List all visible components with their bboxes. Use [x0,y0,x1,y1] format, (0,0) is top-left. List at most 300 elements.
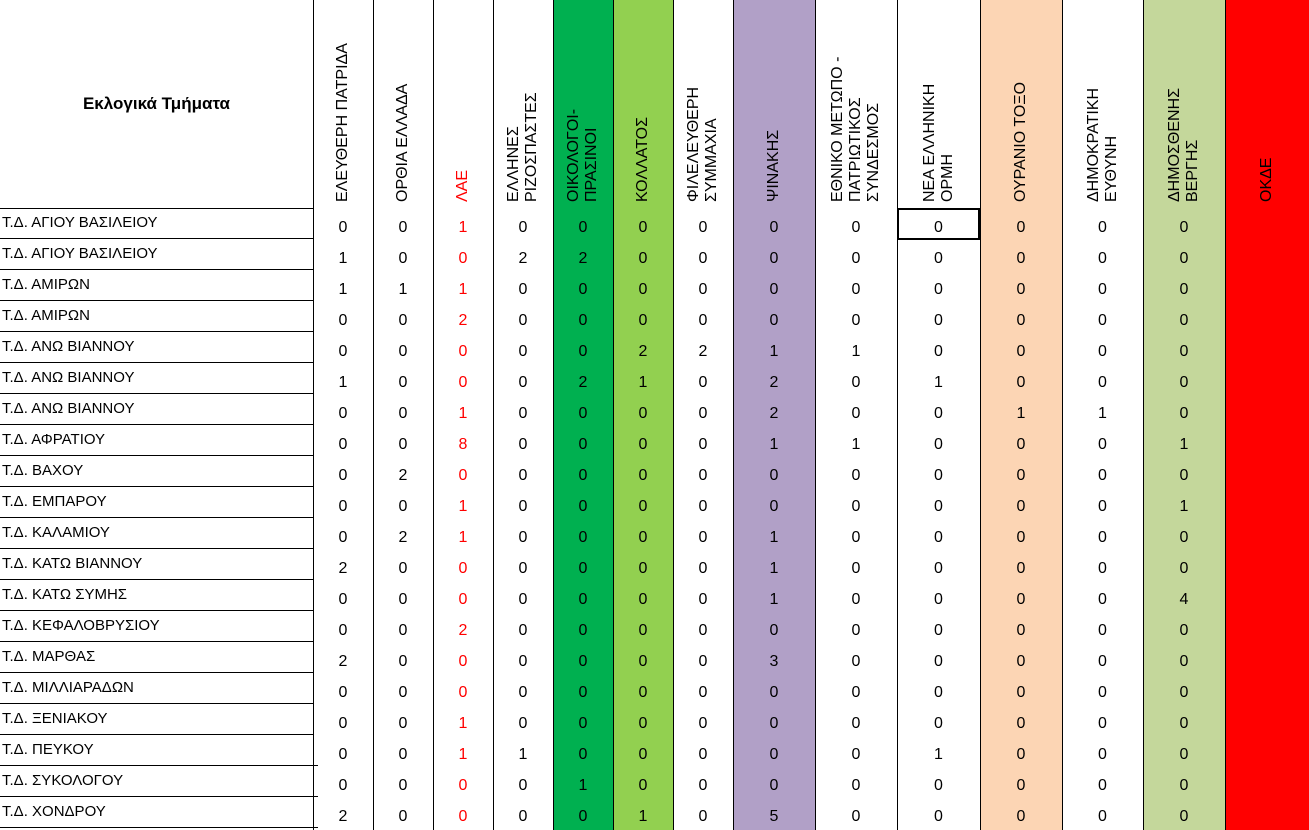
value-cell[interactable]: 0 [638,715,648,732]
value-cell[interactable]: 0 [851,560,861,577]
column-header[interactable] [493,0,553,208]
value-cell[interactable]: 5 [769,808,779,825]
value-cell[interactable]: 0 [769,281,779,298]
value-cell[interactable]: 0 [398,374,408,391]
value-cell[interactable]: 0 [578,498,588,515]
value-cell[interactable]: 0 [851,312,861,329]
value-cell[interactable]: 0 [518,436,528,453]
value-cell[interactable]: 2 [338,653,348,670]
value-cell[interactable]: 0 [518,684,528,701]
value-cell[interactable]: 0 [578,312,588,329]
value-cell[interactable]: 1 [1179,498,1189,515]
value-cell[interactable]: 0 [1098,653,1107,670]
value-cell[interactable]: 0 [338,684,348,701]
value-cell[interactable]: 0 [518,405,528,422]
value-cell[interactable]: 1 [1179,436,1189,453]
value-cell[interactable]: 2 [698,343,708,360]
value-cell[interactable]: 0 [1098,374,1107,391]
value-cell[interactable]: 0 [338,498,348,515]
row-label[interactable]: Τ.Δ. ΞΕΝΙΑΚΟΥ [0,704,313,735]
value-cell[interactable]: 2 [458,622,468,639]
value-cell[interactable]: 0 [1016,808,1026,825]
value-cell[interactable]: 1 [578,777,588,794]
value-cell[interactable]: 0 [1016,343,1026,360]
column-header[interactable] [1225,0,1309,208]
row-label[interactable]: Τ.Δ. ΧΟΝΔΡΟΥ [0,797,318,828]
row-label[interactable]: Τ.Δ. ΒΑΧΟΥ [0,456,313,487]
column-header[interactable] [897,0,980,208]
value-cell[interactable]: 0 [769,746,779,763]
row-label[interactable]: Τ.Δ. ΑΜΙΡΩΝ [0,301,313,332]
value-cell[interactable]: 0 [698,715,708,732]
value-cell[interactable]: 0 [638,219,648,236]
value-cell[interactable]: 0 [1016,684,1026,701]
value-cell[interactable]: 0 [1016,746,1026,763]
value-cell[interactable]: 0 [1098,529,1107,546]
value-cell[interactable]: 0 [934,436,943,453]
value-cell[interactable]: 0 [1262,560,1272,577]
value-cell[interactable]: 0 [1262,808,1272,825]
value-cell[interactable]: 1 [934,374,943,391]
value-cell[interactable]: 0 [398,312,408,329]
value-cell[interactable]: 0 [934,560,943,577]
value-cell[interactable]: 0 [398,591,408,608]
value-cell[interactable]: 0 [338,715,348,732]
column-header[interactable] [815,0,897,208]
value-cell[interactable]: 0 [518,715,528,732]
value-cell[interactable]: 0 [1179,746,1189,763]
value-cell[interactable]: 0 [1262,498,1272,515]
value-cell[interactable]: 0 [1016,467,1026,484]
column-header[interactable] [313,0,373,208]
value-cell[interactable]: 0 [1016,281,1026,298]
value-cell[interactable]: 0 [398,343,408,360]
value-cell[interactable]: 0 [1179,808,1189,825]
value-cell[interactable]: 0 [1262,777,1272,794]
value-cell[interactable]: 0 [1098,219,1107,236]
value-cell[interactable]: 0 [1179,467,1189,484]
value-cell[interactable]: 0 [1179,219,1189,236]
value-cell[interactable]: 0 [934,777,943,794]
value-cell[interactable]: 0 [851,529,861,546]
value-cell[interactable]: 0 [398,808,408,825]
value-cell[interactable]: 0 [934,467,943,484]
value-cell[interactable]: 0 [1016,529,1026,546]
value-cell[interactable]: 0 [1262,405,1272,422]
value-cell[interactable]: 0 [934,498,943,515]
value-cell[interactable]: 0 [638,405,648,422]
value-cell[interactable]: 0 [1179,250,1189,267]
value-cell[interactable]: 0 [1179,715,1189,732]
value-cell[interactable]: 0 [1179,312,1189,329]
value-cell[interactable]: 0 [1016,715,1026,732]
value-cell[interactable]: 0 [1179,622,1189,639]
value-cell[interactable]: 0 [1098,591,1107,608]
value-cell[interactable]: 0 [578,684,588,701]
value-cell[interactable]: 0 [458,467,468,484]
value-cell[interactable]: 0 [458,374,468,391]
value-cell[interactable]: 0 [518,653,528,670]
value-cell[interactable]: 1 [398,281,408,298]
value-cell[interactable]: 0 [698,219,708,236]
value-cell[interactable]: 0 [338,343,348,360]
value-cell[interactable]: 0 [518,529,528,546]
value-cell[interactable]: 0 [638,622,648,639]
value-cell[interactable]: 2 [769,374,779,391]
value-cell[interactable]: 1 [638,808,648,825]
value-cell[interactable]: 0 [338,777,348,794]
value-cell[interactable]: 1 [458,405,468,422]
value-cell[interactable]: 1 [769,436,779,453]
value-cell[interactable]: 0 [769,219,779,236]
value-cell[interactable]: 0 [518,374,528,391]
value-cell[interactable]: 0 [1016,560,1026,577]
value-cell[interactable]: 0 [769,498,779,515]
value-cell[interactable]: 0 [1016,622,1026,639]
value-cell[interactable]: 0 [638,684,648,701]
value-cell[interactable]: 1 [638,374,648,391]
value-cell[interactable]: 0 [851,374,861,391]
row-label[interactable]: Τ.Δ. ΚΕΦΑΛΟΒΡΥΣΙΟΥ [0,611,313,642]
value-cell[interactable]: 0 [1016,436,1026,453]
value-cell[interactable]: 1 [458,281,468,298]
value-cell[interactable]: 0 [698,560,708,577]
value-cell[interactable]: 0 [851,219,861,236]
value-cell[interactable]: 0 [1016,374,1026,391]
value-cell[interactable]: 0 [698,374,708,391]
row-label[interactable]: Τ.Δ. ΑΓΙΟΥ ΒΑΣΙΛΕΙΟΥ [0,208,313,239]
value-cell[interactable]: 0 [1262,343,1272,360]
value-cell[interactable]: 0 [518,498,528,515]
value-cell[interactable]: 0 [1016,591,1026,608]
value-cell[interactable]: 0 [398,436,408,453]
value-cell[interactable]: 0 [851,808,861,825]
value-cell[interactable]: 2 [398,529,408,546]
value-cell[interactable]: 0 [1098,436,1107,453]
value-cell[interactable]: 0 [698,529,708,546]
value-cell[interactable]: 1 [458,715,468,732]
value-cell[interactable]: 2 [338,808,348,825]
value-cell[interactable]: 2 [769,405,779,422]
row-label[interactable]: Τ.Δ. ΣΥΚΟΛΟΓΟΥ [0,766,318,797]
column-header[interactable] [553,0,613,208]
value-cell[interactable]: 0 [851,498,861,515]
value-cell[interactable]: 3 [769,653,779,670]
value-cell[interactable]: 0 [338,405,348,422]
value-cell[interactable]: 8 [458,436,468,453]
row-label[interactable]: Τ.Δ. ΑΝΩ ΒΙΑΝΝΟΥ [0,332,313,363]
value-cell[interactable]: 0 [934,591,943,608]
value-cell[interactable]: 0 [1098,343,1107,360]
value-cell[interactable]: 0 [1098,560,1107,577]
value-cell[interactable]: 0 [398,684,408,701]
column-header[interactable] [733,0,815,208]
value-cell[interactable]: 1 [338,250,348,267]
value-cell[interactable]: 0 [578,746,588,763]
value-cell[interactable]: 0 [698,498,708,515]
value-cell[interactable]: 0 [769,250,779,267]
value-cell[interactable]: 1 [1016,405,1026,422]
value-cell[interactable]: 0 [851,622,861,639]
value-cell[interactable]: 0 [338,312,348,329]
value-cell[interactable]: 0 [851,777,861,794]
value-cell[interactable]: 0 [698,746,708,763]
column-header[interactable] [373,0,433,208]
value-cell[interactable]: 0 [398,498,408,515]
value-cell[interactable]: 0 [1098,622,1107,639]
value-cell[interactable]: 0 [1098,312,1107,329]
value-cell[interactable]: 0 [398,746,408,763]
value-cell[interactable]: 0 [458,591,468,608]
value-cell[interactable]: 0 [1179,281,1189,298]
value-cell[interactable]: 0 [934,405,943,422]
value-cell[interactable]: 0 [934,250,943,267]
value-cell[interactable]: 0 [934,343,943,360]
row-label[interactable]: Τ.Δ. ΑΜΙΡΩΝ [0,270,313,301]
value-cell[interactable]: 1 [769,591,779,608]
value-cell[interactable]: 0 [1098,777,1107,794]
value-cell[interactable]: 0 [458,684,468,701]
value-cell[interactable]: 0 [1098,684,1107,701]
value-cell[interactable]: 0 [1262,281,1272,298]
value-cell[interactable]: 3 [1262,529,1272,546]
value-cell[interactable]: 1 [458,746,468,763]
value-cell[interactable]: 0 [578,560,588,577]
value-cell[interactable]: 0 [398,715,408,732]
value-cell[interactable]: 4 [1179,591,1189,608]
value-cell[interactable]: 0 [1098,808,1107,825]
value-cell[interactable]: 0 [638,653,648,670]
value-cell[interactable]: 0 [1016,312,1026,329]
column-header[interactable] [433,0,493,208]
value-cell[interactable]: 0 [934,312,943,329]
value-cell[interactable]: 1 [458,498,468,515]
column-header[interactable] [1143,0,1225,208]
value-cell[interactable]: 0 [398,250,408,267]
value-cell[interactable]: 2 [458,312,468,329]
value-cell[interactable]: 0 [518,591,528,608]
value-cell[interactable]: 0 [698,622,708,639]
value-cell[interactable]: 0 [578,529,588,546]
value-cell[interactable]: 0 [398,219,408,236]
value-cell[interactable]: 2 [338,560,348,577]
value-cell[interactable]: 0 [638,250,648,267]
value-cell[interactable]: 0 [518,622,528,639]
value-cell[interactable]: 1 [769,529,779,546]
value-cell[interactable]: 1 [851,436,861,453]
value-cell[interactable]: 0 [1098,746,1107,763]
value-cell[interactable]: 0 [698,405,708,422]
value-cell[interactable]: 0 [458,560,468,577]
value-cell[interactable]: 0 [1179,777,1189,794]
value-cell[interactable]: 0 [851,281,861,298]
value-cell[interactable]: 0 [398,405,408,422]
value-cell[interactable]: 1 [934,746,943,763]
value-cell[interactable]: 2 [578,250,588,267]
value-cell[interactable]: 0 [398,653,408,670]
value-cell[interactable]: 0 [698,653,708,670]
value-cell[interactable]: 0 [769,715,779,732]
column-header[interactable] [980,0,1062,208]
value-cell[interactable]: 0 [1179,653,1189,670]
value-cell[interactable]: 0 [398,560,408,577]
value-cell[interactable]: 0 [518,343,528,360]
row-label[interactable]: Τ.Δ. ΑΓΙΟΥ ΒΑΣΙΛΕΙΟΥ [0,239,313,270]
value-cell[interactable]: 0 [338,467,348,484]
value-cell[interactable]: 0 [1179,560,1189,577]
row-label[interactable]: Τ.Δ. ΜΑΡΘΑΣ [0,642,313,673]
value-cell[interactable]: 0 [638,777,648,794]
value-cell[interactable]: 0 [1179,529,1189,546]
value-cell[interactable]: 0 [1098,467,1107,484]
row-label[interactable]: Τ.Δ. ΚΑΛΑΜΙΟΥ [0,518,313,549]
value-cell[interactable]: 0 [578,715,588,732]
value-cell[interactable]: 0 [934,529,943,546]
value-cell[interactable]: 0 [518,219,528,236]
value-cell[interactable]: 0 [851,250,861,267]
value-cell[interactable]: 0 [638,467,648,484]
value-cell[interactable]: 0 [1262,374,1272,391]
row-label[interactable]: Τ.Δ. ΚΑΤΩ ΣΥΜΗΣ [0,580,313,611]
value-cell[interactable]: 0 [638,560,648,577]
value-cell[interactable]: 0 [1179,374,1189,391]
value-cell[interactable]: 0 [1179,343,1189,360]
value-cell[interactable]: 0 [1016,777,1026,794]
value-cell[interactable]: 1 [338,374,348,391]
value-cell[interactable]: 0 [1098,250,1107,267]
value-cell[interactable]: 0 [398,777,408,794]
value-cell[interactable]: 0 [698,250,708,267]
corner-header[interactable] [0,0,313,208]
value-cell[interactable]: 1 [518,746,528,763]
value-cell[interactable]: 0 [638,746,648,763]
value-cell[interactable]: 0 [1262,746,1272,763]
value-cell[interactable]: 0 [934,653,943,670]
value-cell[interactable]: 0 [638,591,648,608]
value-cell[interactable]: 0 [578,405,588,422]
value-cell[interactable]: 0 [851,715,861,732]
row-label[interactable]: Τ.Δ. ΜΙΛΛΙΑΡΑΔΩΝ [0,673,313,704]
row-label[interactable]: Τ.Δ. ΕΜΠΑΡΟΥ [0,487,313,518]
value-cell[interactable]: 0 [338,591,348,608]
value-cell[interactable]: 1 [458,529,468,546]
value-cell[interactable]: 1 [458,219,468,236]
value-cell[interactable]: 0 [338,436,348,453]
value-cell[interactable]: 0 [458,250,468,267]
value-cell[interactable]: 0 [578,467,588,484]
value-cell[interactable]: 0 [638,529,648,546]
value-cell[interactable]: 0 [698,436,708,453]
value-cell[interactable]: 2 [638,343,648,360]
value-cell[interactable]: 0 [934,622,943,639]
value-cell[interactable]: 0 [458,777,468,794]
value-cell[interactable]: 0 [769,684,779,701]
value-cell[interactable]: 0 [769,312,779,329]
value-cell[interactable]: 0 [1262,622,1272,639]
column-header[interactable] [613,0,673,208]
value-cell[interactable]: 0 [1262,312,1272,329]
value-cell[interactable]: 0 [934,808,943,825]
value-cell[interactable]: 0 [851,591,861,608]
row-label[interactable]: Τ.Δ. ΠΕΥΚΟΥ [0,735,318,766]
value-cell[interactable]: 0 [638,436,648,453]
value-cell[interactable]: 0 [934,684,943,701]
value-cell[interactable]: 0 [1016,219,1026,236]
value-cell[interactable]: 0 [934,715,943,732]
value-cell[interactable]: 0 [698,808,708,825]
value-cell[interactable]: 1 [769,560,779,577]
value-cell[interactable]: 0 [458,808,468,825]
value-cell[interactable]: 0 [1098,281,1107,298]
value-cell[interactable]: 0 [851,653,861,670]
value-cell[interactable]: 0 [1262,684,1272,701]
value-cell[interactable]: 0 [769,467,779,484]
value-cell[interactable]: 1 [1098,405,1107,422]
value-cell[interactable]: 0 [518,777,528,794]
value-cell[interactable]: 0 [638,312,648,329]
value-cell[interactable]: 0 [638,281,648,298]
value-cell[interactable]: 0 [1262,715,1272,732]
value-cell[interactable]: 1 [769,343,779,360]
value-cell[interactable]: 0 [518,312,528,329]
value-cell[interactable]: 2 [578,374,588,391]
value-cell[interactable]: 0 [578,808,588,825]
value-cell[interactable]: 0 [1179,684,1189,701]
value-cell[interactable]: 0 [518,560,528,577]
value-cell[interactable]: 1 [338,281,348,298]
value-cell[interactable]: 0 [1262,653,1272,670]
value-cell[interactable]: 0 [398,622,408,639]
value-cell[interactable]: 0 [698,777,708,794]
value-cell[interactable]: 0 [769,777,779,794]
value-cell[interactable]: 0 [1098,498,1107,515]
value-cell[interactable]: 0 [578,622,588,639]
value-cell[interactable]: 0 [1098,715,1107,732]
value-cell[interactable]: 0 [1262,591,1272,608]
value-cell[interactable]: 0 [638,498,648,515]
row-label[interactable]: Τ.Δ. ΑΦΡΑΤΙΟΥ [0,425,313,456]
value-cell[interactable]: 0 [578,281,588,298]
column-header[interactable] [673,0,733,208]
value-cell[interactable]: 0 [1179,405,1189,422]
value-cell[interactable]: 0 [698,591,708,608]
value-cell[interactable]: 0 [769,622,779,639]
value-cell[interactable]: 0 [518,281,528,298]
row-label[interactable]: Τ.Δ. ΚΑΤΩ ΒΙΑΝΝΟΥ [0,549,313,580]
value-cell[interactable]: 0 [698,312,708,329]
value-cell[interactable]: 0 [934,219,943,236]
value-cell[interactable]: 0 [698,467,708,484]
value-cell[interactable]: 0 [851,684,861,701]
value-cell[interactable]: 0 [851,405,861,422]
value-cell[interactable]: 0 [578,436,588,453]
value-cell[interactable]: 0 [851,746,861,763]
value-cell[interactable]: 0 [1262,436,1272,453]
value-cell[interactable]: 0 [1262,250,1272,267]
value-cell[interactable]: 0 [518,467,528,484]
value-cell[interactable]: 0 [338,529,348,546]
value-cell[interactable]: 0 [338,746,348,763]
row-label[interactable]: Τ.Δ. ΑΝΩ ΒΙΑΝΝΟΥ [0,394,313,425]
value-cell[interactable]: 0 [1016,498,1026,515]
value-cell[interactable]: 0 [578,653,588,670]
value-cell[interactable]: 0 [934,281,943,298]
value-cell[interactable]: 0 [1262,219,1272,236]
value-cell[interactable]: 2 [398,467,408,484]
value-cell[interactable]: 0 [851,467,861,484]
value-cell[interactable]: 0 [578,219,588,236]
value-cell[interactable]: 0 [578,591,588,608]
